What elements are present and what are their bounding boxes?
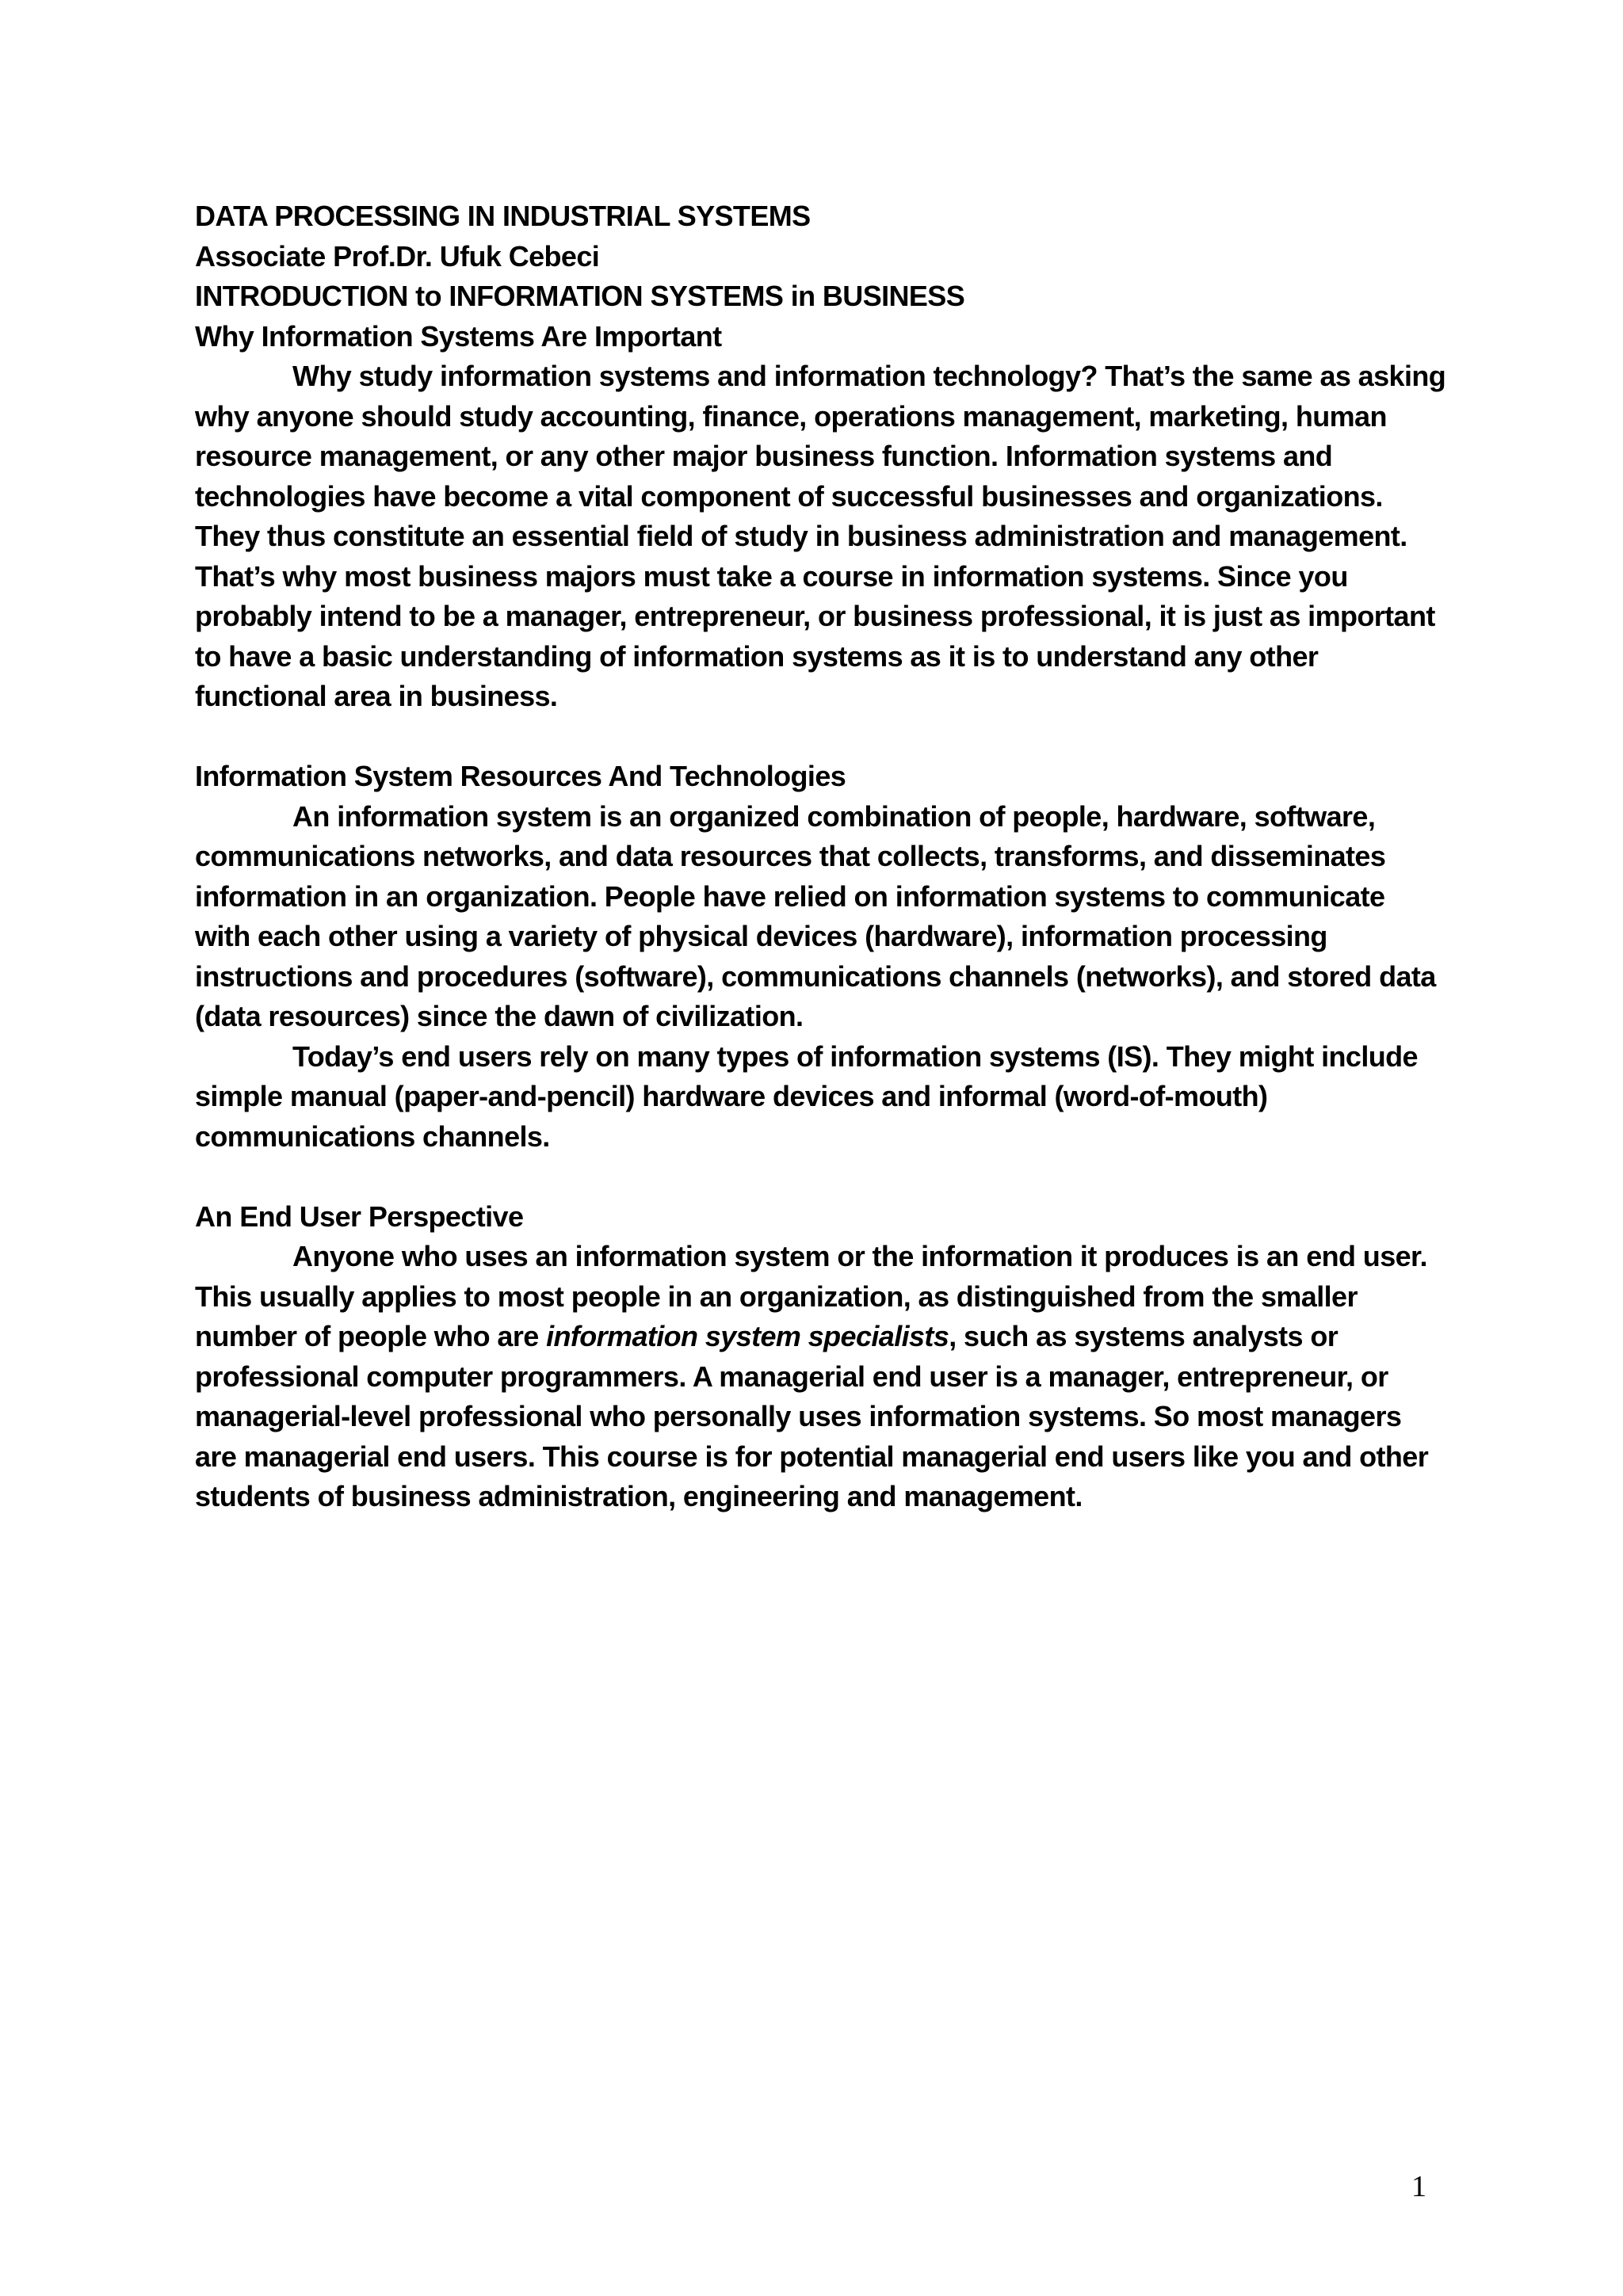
section-heading: Why Information Systems Are Important: [195, 319, 722, 353]
emphasized-term: information system specialists: [546, 1320, 949, 1352]
page-number: 1: [1411, 2170, 1426, 2203]
section-paragraph: Why study information systems and information technology? That’s the same as asking why anyone should study accounting, finance, operations management, marketing, human resource management, or any other major business function. Information systems and technologies have become a vital component of successful businesses and organizations. They thus constitute an essential field of study in business administration and management. That’s why most business majors must take a course in information systems. Since you probably intend to be a manager, entrepreneur, or business professional, it is just as important to have a basic understanding of information systems as it is to understand any other functional area in business.: [195, 360, 1446, 712]
section-paragraph: [195, 1237, 1447, 1517]
section-heading: An End User Perspective: [195, 1199, 524, 1233]
section-why-important: [195, 317, 1447, 717]
section-end-user-perspective: [195, 1197, 1447, 1517]
section-paragraph: Today’s end users rely on many types of information systems (IS). They might include simple manual (paper-and-pencil) hardware devices and informal (word-of-mouth) communications channels.: [195, 1039, 1418, 1153]
section-paragraph: An information system is an organized combination of people, hardware, software, communications networks, and data resources that collects, transforms, and disseminates information in an organization. People have relied on information systems to communicate with each other using a variety of physical devices (hardware), information processing instructions and procedures (software), communications channels (networks), and stored data (data resources) since the dawn of civilization.: [195, 799, 1436, 1032]
paragraph-text-before: Anyone who uses an information system or the information it produces is an end user. This usually applies to most people in an organization, as distinguished from the smaller number of people who are: [195, 1240, 1427, 1352]
document-subtitle: INTRODUCTION to INFORMATION SYSTEMS in BUSINESS: [195, 280, 965, 312]
document-title: DATA PROCESSING IN INDUSTRIAL SYSTEMS: [195, 200, 811, 232]
section-heading: Information System Resources And Technologies: [195, 760, 846, 792]
document-body: [195, 196, 1447, 1557]
paragraph-text-after: , such as systems analysts or professional computer programmers. A managerial end user is a manager, entrepreneur, or managerial-level professional who personally uses information systems. So most managers are managerial end users. This course is for potential managerial end users like you and other students of business administration, engineering and management.: [195, 1320, 1429, 1512]
section-resources-technologies: [195, 757, 1447, 1157]
document-author: Associate Prof.Dr. Ufuk Cebeci: [195, 239, 600, 273]
